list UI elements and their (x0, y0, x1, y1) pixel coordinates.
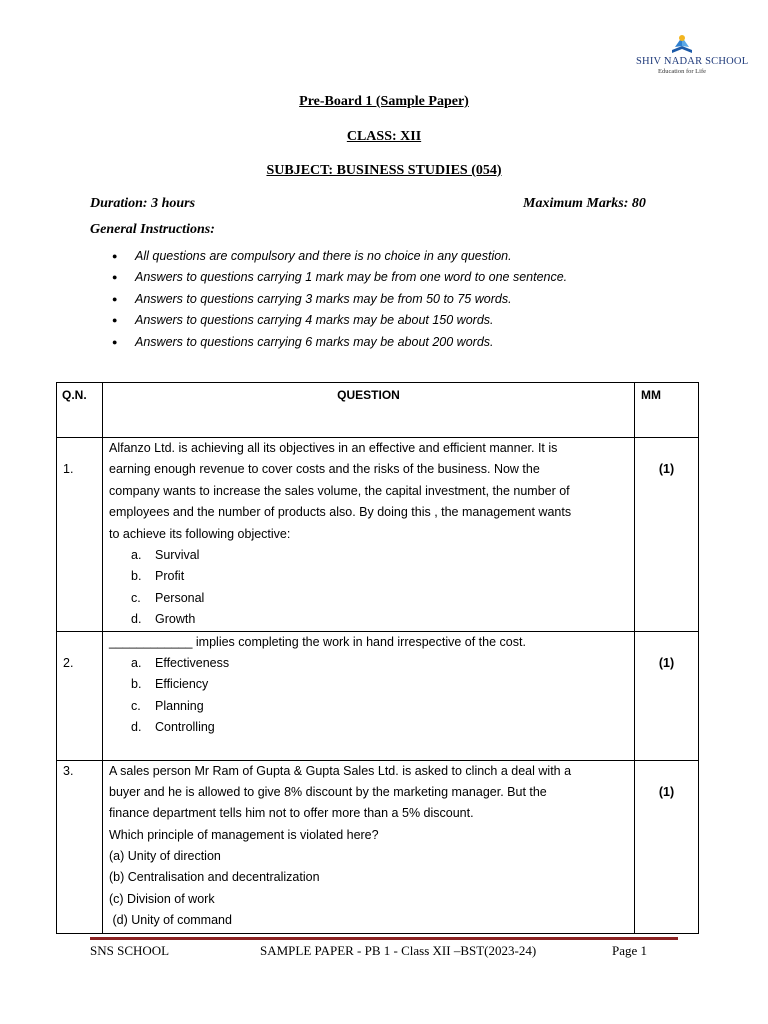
option-label: b. (131, 569, 142, 584)
instructions-list (112, 246, 567, 353)
question-cell (103, 631, 635, 760)
question-text-line: employees and the number of products also. By doing this , the management wants (109, 505, 572, 520)
option-item (109, 717, 628, 738)
question-text-line: (c) Division of work (109, 891, 215, 906)
option-label: b. (131, 677, 142, 692)
question-text-line: (a) Unity of direction (109, 849, 221, 864)
instruction-item: ● All questions are compulsory and there is no choice in any question. (112, 246, 567, 267)
class-heading: CLASS: XII (346, 129, 422, 144)
option-text: Personal (155, 590, 205, 605)
question-text-line: finance department tells him not to offer more than a 5% discount. (109, 806, 474, 821)
question-number: 3. (63, 763, 74, 778)
header-question: QUESTION (103, 383, 635, 438)
option-label: d. (131, 720, 142, 735)
general-instructions-heading: General Instructions: (90, 222, 215, 237)
question-text-line: Alfanzo Ltd. is achieving all its objectives in an effective and efficient manner. It is (109, 441, 558, 455)
table-row (57, 438, 699, 632)
table-row (57, 760, 699, 933)
question-text-line: (b) Centralisation and decentralization (109, 870, 320, 885)
option-text: Controlling (155, 720, 215, 735)
table-header-row (57, 383, 699, 438)
question-number: 2. (63, 655, 74, 670)
question-text-line: buyer and he is allowed to give 8% discount by the marketing manager. But the (109, 784, 547, 799)
question-cell (103, 760, 635, 933)
header-marks: MM (635, 383, 699, 438)
instruction-item: ● Answers to questions carrying 6 marks may be about 200 words. (112, 332, 567, 353)
option-label: c. (131, 590, 141, 605)
max-marks-label: Maximum Marks: 80 (523, 196, 646, 211)
option-label: d. (131, 612, 142, 627)
question-marks: (1) (658, 655, 675, 670)
table-row (57, 631, 699, 760)
question-text-line: (d) Unity of command (109, 913, 232, 928)
option-item (109, 566, 628, 587)
option-item (109, 696, 628, 717)
instruction-item: ● Answers to questions carrying 4 marks may be about 150 words. (112, 310, 567, 331)
option-text: Survival (155, 547, 200, 562)
option-item (109, 545, 628, 566)
question-number: 1. (63, 462, 74, 477)
instruction-item: ● Answers to questions carrying 3 marks may be from 50 to 75 words. (112, 289, 567, 310)
option-text: Profit (155, 569, 185, 584)
school-logo (636, 34, 749, 90)
option-text: Effectiveness (155, 655, 230, 670)
question-text-line: Which principle of management is violated here? (109, 827, 379, 842)
option-item (109, 653, 628, 674)
duration-label: Duration: 3 hours (90, 196, 196, 211)
options-list (109, 545, 628, 631)
subject-heading: SUBJECT: BUSINESS STUDIES (054) (266, 163, 502, 178)
option-text: Growth (155, 612, 196, 627)
footer-page-number: Page 1 (612, 943, 648, 958)
option-label: a. (131, 547, 142, 562)
question-text-line: earning enough revenue to cover costs and the risks of the business. Now the (109, 462, 540, 477)
question-marks: (1) (658, 784, 675, 799)
option-item (109, 609, 628, 630)
question-cell (103, 438, 635, 632)
footer-school: SNS SCHOOL (90, 943, 170, 958)
question-table (56, 382, 699, 934)
question-text-line: to achieve its following objective: (109, 526, 291, 541)
option-label: a. (131, 655, 142, 670)
footer-paper-info: SAMPLE PAPER - PB 1 - Class XII –BST(2023-24) (260, 943, 537, 958)
paper-title: Pre-Board 1 (Sample Paper) (299, 94, 469, 109)
option-label: c. (131, 698, 141, 713)
header-qn: Q.N. (57, 383, 103, 438)
option-text: Efficiency (155, 677, 209, 692)
question-marks: (1) (658, 462, 675, 477)
logo-tagline: Education for Life (657, 68, 706, 75)
question-text-line: A sales person Mr Ram of Gupta & Gupta Sales Ltd. is asked to clinch a deal with a (109, 763, 572, 778)
footer-rule (90, 937, 678, 940)
logo-name: SHIV NADAR SCHOOL (636, 56, 749, 67)
option-item (109, 674, 628, 695)
question-text-line: company wants to increase the sales volume, the capital investment, the number of (109, 483, 570, 498)
instruction-item: ● Answers to questions carrying 1 mark may be from one word to one sentence. (112, 267, 567, 288)
option-text: Planning (155, 698, 204, 713)
question-text-line: ____________ implies completing the work in hand irrespective of the cost. (109, 634, 526, 649)
book-icon (669, 34, 695, 54)
option-item (109, 588, 628, 609)
options-list (109, 653, 628, 739)
